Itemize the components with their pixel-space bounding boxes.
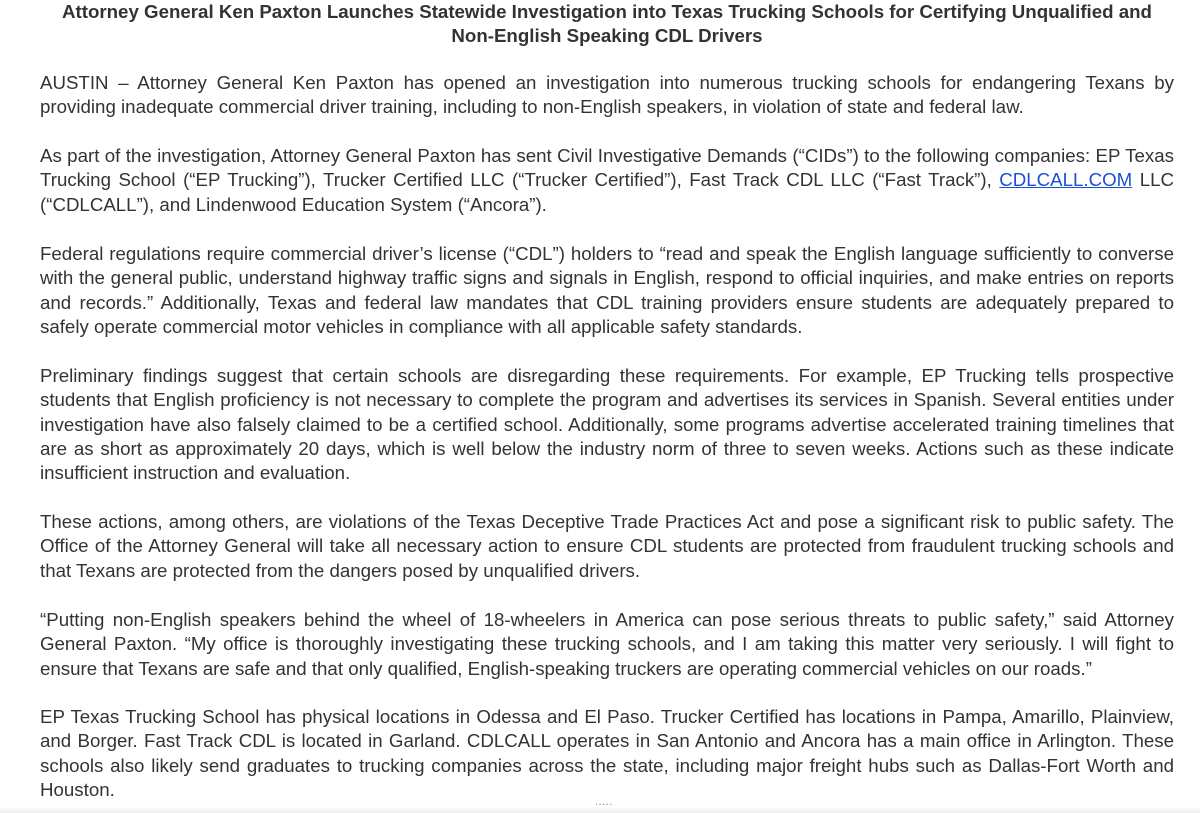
paragraph-cids bbox=[40, 144, 1174, 217]
paragraph-preliminary-findings: Preliminary findings suggest that certain schools are disregarding these requirements. For example, EP Trucking tells prospective students that English proficiency is not necessary to complete the program and advertises its services in Spanish. Several entities under investigation have also falsely claimed to be a certified school. Additionally, some programs advertise accelerated training timelines that are as short as approximately 20 days, which is well below the industry norm of three to seven weeks. Actions such as these indicate insufficient instruction and evaluation. bbox=[40, 365, 1174, 484]
article-title: Attorney General Ken Paxton Launches Statewide Investigation into Texas Trucking Schools for Certifying Unqualified and Non-English Speaking CDL Drivers bbox=[62, 1, 1152, 47]
paragraph-federal-regulations: Federal regulations require commercial driver’s license (“CDL”) holders to “read and speak the English language sufficiently to converse with the general public, understand highway traffic signs and signals in English, respond to official inquiries, and make entries on reports and records.” Additionally, Texas and federal law mandates that CDL training providers ensure students are adequately prepared to safely operate commercial motor vehicles in compliance with all applicable safety standards. bbox=[40, 243, 1174, 337]
cdlcall-link[interactable]: CDLCALL.COM bbox=[999, 169, 1133, 191]
more-indicator: ..... bbox=[595, 796, 613, 808]
paragraph-intro: AUSTIN – Attorney General Ken Paxton has opened an investigation into numerous trucking schools for endangering Texans by providing inadequate commercial driver training, including to non-English speakers, in violation of state and federal law. bbox=[40, 72, 1174, 118]
paragraph-cids-text-before: As part of the investigation, Attorney General Paxton has sent Civil Investigative Demands (“CIDs”) to the following companies: EP Texas Trucking School (“EP Trucking”), Trucker Certified LLC (“Trucker Certified”), Fast Track CDL LLC (“Fast Track”), bbox=[40, 145, 1174, 191]
paragraph-violations: These actions, among others, are violations of the Texas Deceptive Trade Practices Act and pose a significant risk to public safety. The Office of the Attorney General will take all necessary action to ensure CDL students are protected from fraudulent trucking schools and that Texans are protected from the dangers posed by unqualified drivers. bbox=[40, 511, 1174, 581]
paragraph-cids-text-after: LLC (“CDLCALL”), and Lindenwood Education System (“Ancora”). bbox=[40, 169, 1174, 215]
paragraph-quote: “Putting non-English speakers behind the wheel of 18-wheelers in America can pose serious threats to public safety,” said Attorney General Paxton. “My office is thoroughly investigating these trucking schools, and I am taking this matter very seriously. I will fight to ensure that Texans are safe and that only qualified, English-speaking truckers are operating commercial vehicles on our roads.” bbox=[40, 609, 1174, 679]
paragraph-locations: EP Texas Trucking School has physical locations in Odessa and El Paso. Trucker Certified has locations in Pampa, Amarillo, Plainview, and Borger. Fast Track CDL is located in Garland. CDLCALL operates in San Antonio and Ancora has a main office in Arlington. These schools also likely send graduates to trucking companies across the state, including major freight hubs such as Dallas-Fort Worth and Houston. bbox=[40, 706, 1174, 800]
